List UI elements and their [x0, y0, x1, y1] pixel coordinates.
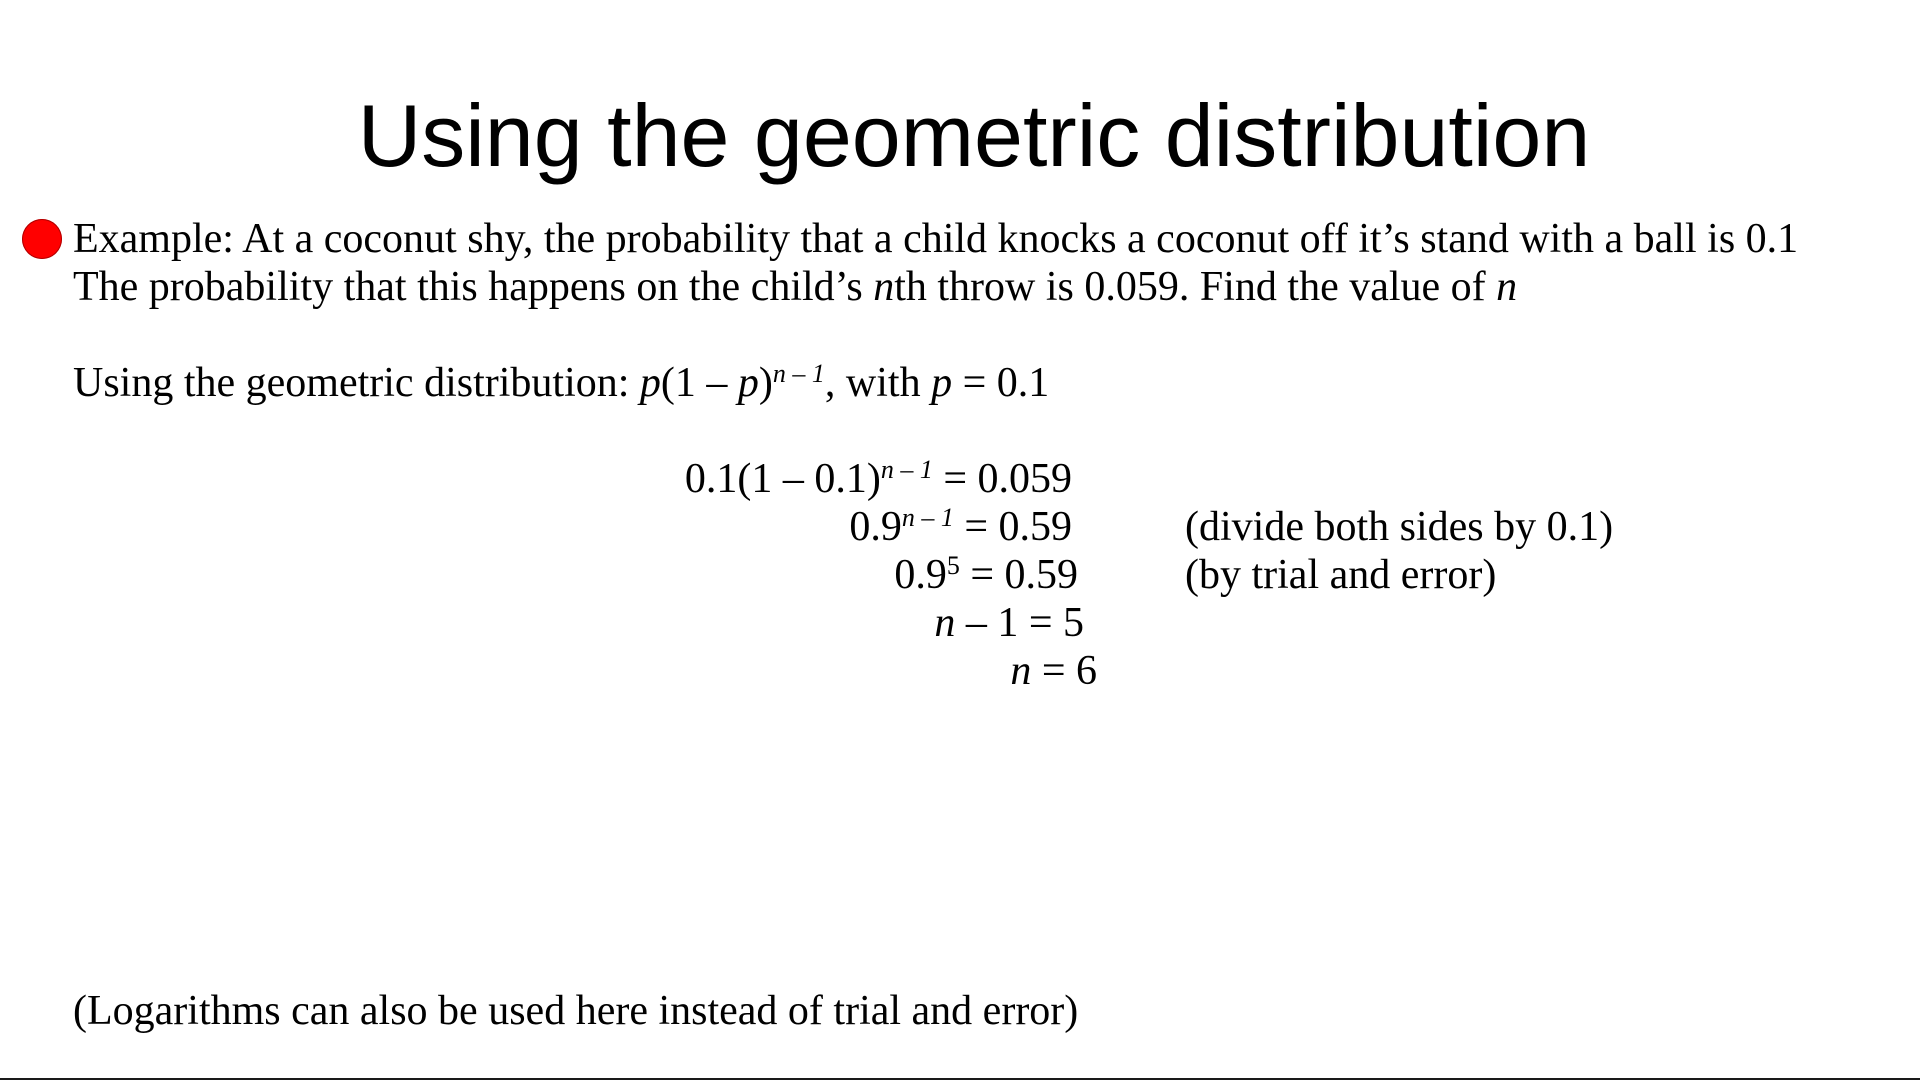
- step-3-note: (by trial and error): [1185, 552, 1497, 598]
- step-3-rhs: = 0.59: [959, 552, 1078, 598]
- step-5-rest: = 6: [1031, 648, 1097, 694]
- example-line-2-text-a: The probability that this happens on the child’s: [73, 264, 874, 310]
- variable-n: n: [1496, 264, 1518, 310]
- step-1: [685, 455, 1072, 508]
- variable-p: p: [931, 360, 953, 406]
- step-2-exponent: [902, 503, 954, 532]
- bullet-dot: [22, 219, 62, 259]
- exponent-text: n – 1: [772, 359, 825, 388]
- variable-n: n: [934, 600, 956, 646]
- variable-p: p: [639, 360, 661, 406]
- step-2-lhs: 0.9: [849, 504, 902, 550]
- variable-n: n: [1010, 648, 1032, 694]
- step-4-rest: – 1 = 5: [955, 600, 1084, 646]
- step-1-exponent: [881, 455, 933, 484]
- example-line-2-text-b: th throw is 0.059. Find the value of: [894, 264, 1497, 310]
- formula-close: ): [758, 360, 773, 406]
- step-1-rhs: = 0.059: [932, 456, 1072, 502]
- step-1-lhs: 0.1(1 – 0.1): [684, 456, 881, 502]
- step-3-lhs: 0.9: [894, 552, 947, 598]
- footer-note: (Logarithms can also be used here instead of trial and error): [73, 988, 1079, 1034]
- variable-n: n: [873, 264, 895, 310]
- step-3-exponent: 5: [946, 551, 960, 580]
- step-4: [934, 599, 1084, 647]
- formula-eq: = 0.1: [952, 360, 1050, 406]
- example-line-1: Example: At a coconut shy, the probability that a child knocks a coconut off it’s stand with a ball is 0.1: [73, 216, 1799, 262]
- variable-p: p: [737, 360, 759, 406]
- step-2-rhs: = 0.59: [953, 504, 1072, 550]
- step-2: [849, 503, 1072, 556]
- formula-line: [73, 359, 1049, 412]
- exponent-text: n – 1: [880, 455, 933, 484]
- formula-with: , with: [824, 360, 932, 406]
- formula-intro: Using the geometric distribution:: [73, 360, 640, 406]
- exponent-text: n – 1: [901, 503, 954, 532]
- step-5: [1010, 647, 1097, 695]
- formula-open: (1 –: [660, 360, 738, 406]
- example-line-2: [73, 263, 1517, 311]
- step-2-note: (divide both sides by 0.1): [1185, 504, 1614, 550]
- slide-title: Using the geometric distribution: [357, 86, 1591, 185]
- formula-exponent: [773, 359, 825, 388]
- step-3: [894, 551, 1078, 604]
